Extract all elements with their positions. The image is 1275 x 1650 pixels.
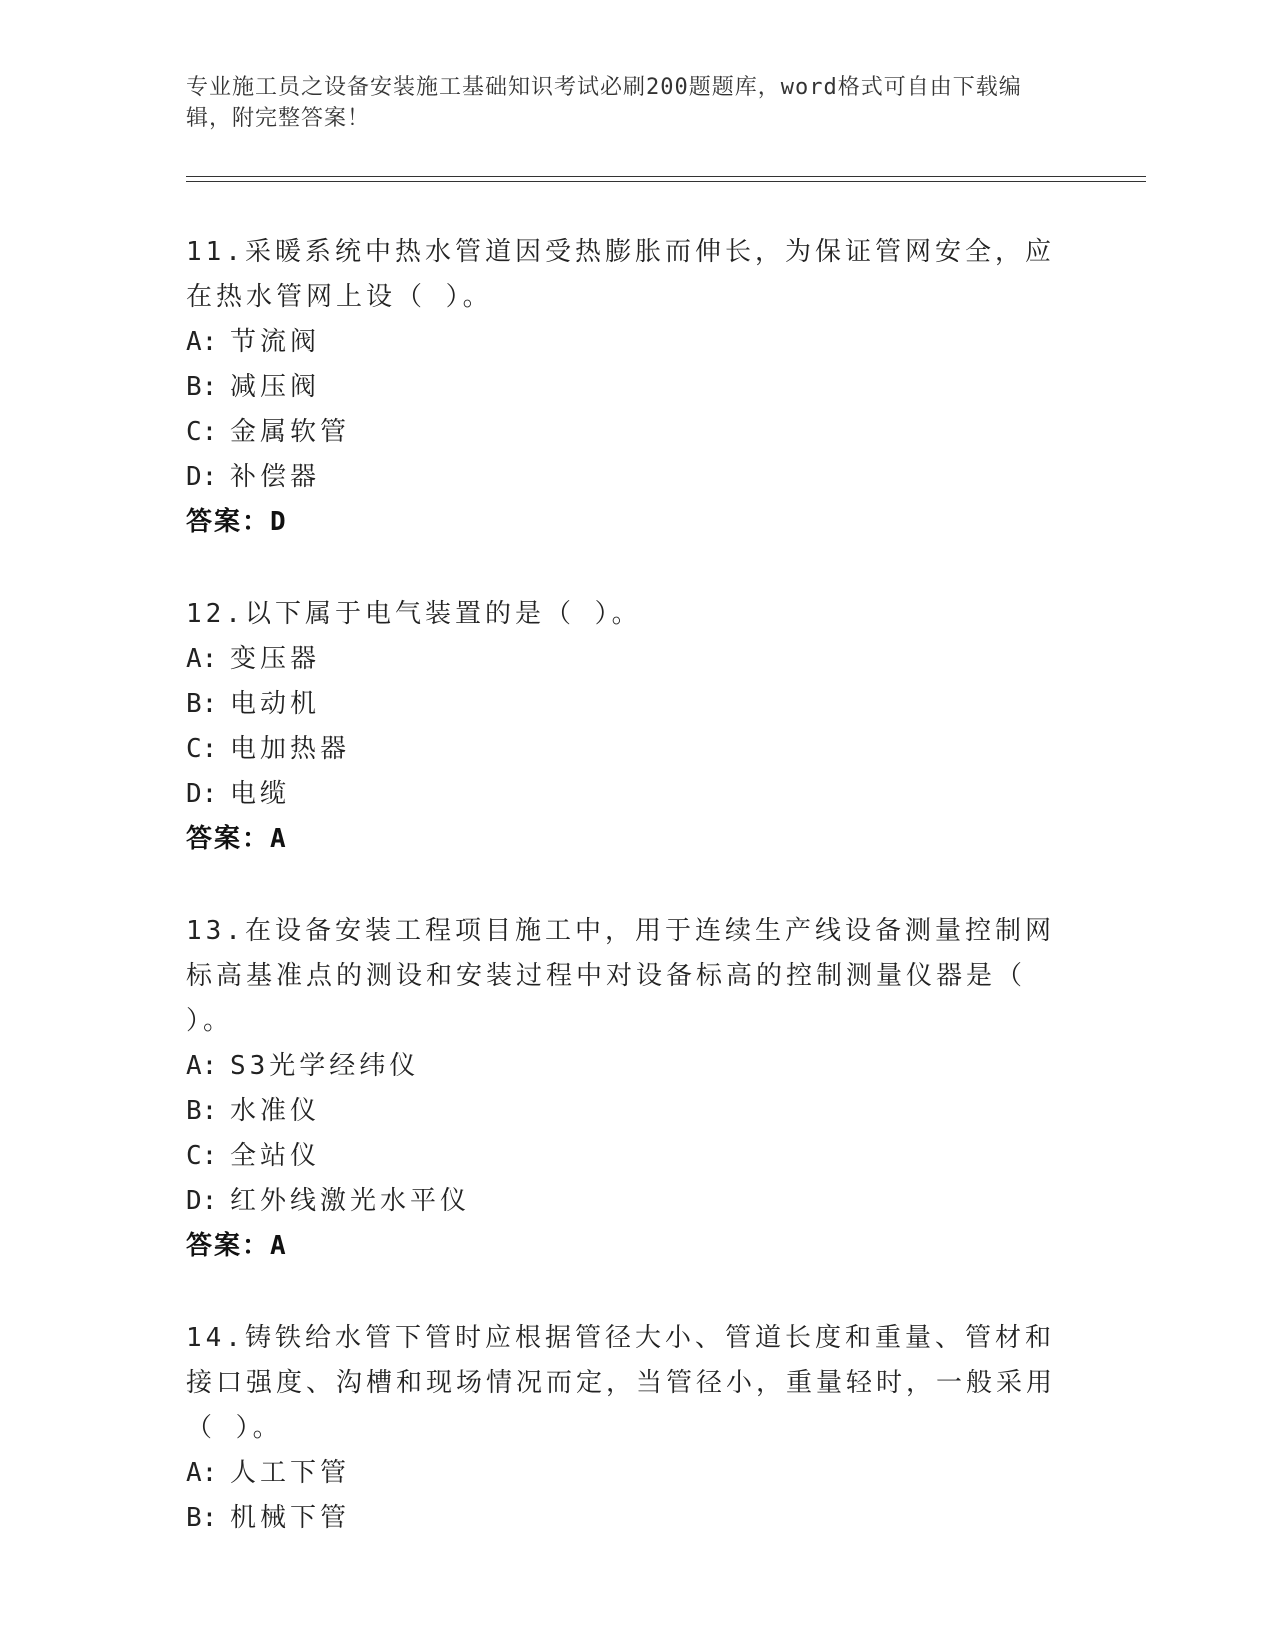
answer-line: 答案：D: [186, 507, 288, 537]
question-stem: 11.采暖系统中热水管道因受热膨胀而伸长，为保证管网安全，应在热水管网上设（ ）。: [186, 237, 1055, 312]
option-text: 补偿器: [230, 462, 321, 492]
option-b: [186, 1089, 1066, 1134]
option-text: 水准仪: [230, 1096, 321, 1126]
option-letter: D:: [186, 1186, 218, 1216]
question-11: [186, 230, 1066, 545]
answer-line: 答案：A: [186, 1231, 288, 1261]
option-letter: A:: [186, 1051, 218, 1081]
option-c: [186, 410, 1066, 455]
question-13: [186, 909, 1066, 1269]
option-text: S3光学经纬仪: [230, 1051, 420, 1081]
option-text: 节流阀: [230, 327, 321, 357]
option-letter: A:: [186, 644, 218, 674]
option-d: [186, 1179, 1066, 1224]
option-d: [186, 455, 1066, 500]
option-text: 全站仪: [230, 1141, 321, 1171]
option-a: [186, 1451, 1066, 1496]
option-text: 电动机: [230, 689, 321, 719]
option-text: 变压器: [230, 644, 321, 674]
option-a: [186, 637, 1066, 682]
option-c: [186, 727, 1066, 772]
question-stem: 14.铸铁给水管下管时应根据管径大小、管道长度和重量、管材和接口强度、沟槽和现场情况而定，当管径小，重量轻时，一般采用（ ）。: [186, 1323, 1057, 1443]
option-a: [186, 320, 1066, 365]
question-12: [186, 592, 1066, 862]
option-letter: C:: [186, 1141, 218, 1171]
option-letter: B:: [186, 689, 218, 719]
option-a: [186, 1044, 1066, 1089]
option-b: [186, 682, 1066, 727]
option-text: 电缆: [230, 779, 291, 809]
option-letter: B:: [186, 1503, 218, 1533]
question-stem: 12.以下属于电气装置的是（ ）。: [186, 599, 642, 629]
option-letter: C:: [186, 417, 218, 447]
answer-line: 答案：A: [186, 824, 288, 854]
header-divider-top: [186, 176, 1146, 177]
question-list: [186, 230, 1066, 1588]
option-b: [186, 365, 1066, 410]
option-text: 机械下管: [230, 1503, 351, 1533]
option-letter: B:: [186, 372, 218, 402]
option-letter: A:: [186, 1458, 218, 1488]
header-divider-bottom: [186, 181, 1146, 182]
option-d: [186, 772, 1066, 817]
option-c: [186, 1134, 1066, 1179]
option-letter: A:: [186, 327, 218, 357]
option-text: 电加热器: [230, 734, 351, 764]
option-text: 红外线激光水平仪: [230, 1186, 471, 1216]
option-letter: D:: [186, 779, 218, 809]
question-14: [186, 1316, 1066, 1541]
option-letter: D:: [186, 462, 218, 492]
option-text: 减压阀: [230, 372, 321, 402]
option-b: [186, 1496, 1066, 1541]
question-stem: 13.在设备安装工程项目施工中，用于连续生产线设备测量控制网标高基准点的测设和安装过程中对设备标高的控制测量仪器是（ ）。: [186, 916, 1055, 1036]
option-letter: C:: [186, 734, 218, 764]
document-header: 专业施工员之设备安装施工基础知识考试必刷200题题库，word格式可自由下载编辑，附完整答案！: [186, 75, 1022, 131]
option-text: 金属软管: [230, 417, 351, 447]
option-text: 人工下管: [230, 1458, 351, 1488]
option-letter: B:: [186, 1096, 218, 1126]
